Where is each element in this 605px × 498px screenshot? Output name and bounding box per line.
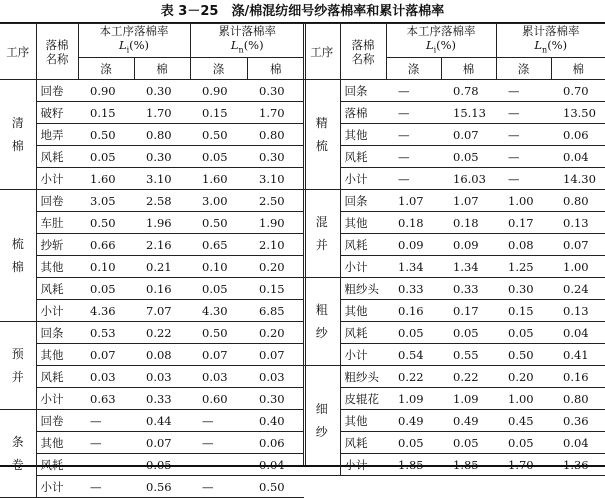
waste-name-cell: 回条 <box>340 190 386 212</box>
value-cell: 0.08 <box>134 344 190 366</box>
value-cell: 1.00 <box>496 388 551 410</box>
value-cell: — <box>78 432 134 454</box>
table-row <box>304 146 605 168</box>
waste-name-cell: 回条 <box>36 322 78 344</box>
waste-name-cell: 其他 <box>340 300 386 322</box>
table-row <box>0 212 304 234</box>
value-cell: 0.05 <box>134 454 190 476</box>
value-cell: 0.33 <box>441 278 496 300</box>
waste-name-cell: 风耗 <box>36 278 78 300</box>
table-row <box>0 432 304 454</box>
value-cell: 3.00 <box>190 190 247 212</box>
table-row <box>304 278 605 300</box>
table-row <box>304 168 605 190</box>
value-cell: 0.30 <box>247 146 304 168</box>
value-cell: — <box>386 146 441 168</box>
value-cell: 4.36 <box>78 300 134 322</box>
table-row <box>0 102 304 124</box>
value-cell: 0.20 <box>496 366 551 388</box>
waste-name-cell: 地弄 <box>36 124 78 146</box>
value-cell: 0.78 <box>441 80 496 102</box>
value-cell: 0.33 <box>386 278 441 300</box>
waste-name-cell: 风耗 <box>36 146 78 168</box>
table-row <box>0 146 304 168</box>
header-stage-rate: 本工序落棉率 $L_i(\%)$ <box>386 24 496 58</box>
waste-name-cell: 其他 <box>340 410 386 432</box>
value-cell: 0.05 <box>190 278 247 300</box>
waste-name-cell: 风耗 <box>340 234 386 256</box>
value-cell: 0.07 <box>551 234 605 256</box>
waste-name-cell: 小计 <box>340 256 386 278</box>
header-waste-name: 落棉 名称 <box>36 24 78 80</box>
value-cell: — <box>386 80 441 102</box>
value-cell: — <box>386 168 441 190</box>
value-cell: 0.49 <box>441 410 496 432</box>
waste-name-cell: 小计 <box>340 344 386 366</box>
waste-name-cell: 回卷 <box>36 80 78 102</box>
value-cell: 0.05 <box>496 432 551 454</box>
table-row <box>0 278 304 300</box>
header-process: 工序 <box>304 24 340 80</box>
value-cell: 0.07 <box>78 344 134 366</box>
header-cumulative-rate: 累计落棉率 $L_n(\%)$ <box>496 24 605 58</box>
section-label: 预 并 <box>0 322 36 410</box>
value-cell: 1.34 <box>441 256 496 278</box>
value-cell: 2.16 <box>134 234 190 256</box>
value-cell: 3.05 <box>78 190 134 212</box>
value-cell: 0.18 <box>441 212 496 234</box>
value-cell: 0.15 <box>247 278 304 300</box>
waste-name-cell: 抄斩 <box>36 234 78 256</box>
value-cell: — <box>78 476 134 498</box>
header-polyester: 涤 <box>496 58 551 80</box>
header-cotton: 棉 <box>551 58 605 80</box>
header-cotton: 棉 <box>247 58 304 80</box>
value-cell: 0.40 <box>247 410 304 432</box>
waste-name-cell: 皮辊花 <box>340 388 386 410</box>
left-table <box>0 23 304 498</box>
header-cotton: 棉 <box>441 58 496 80</box>
value-cell: 0.15 <box>190 102 247 124</box>
value-cell: 1.09 <box>441 388 496 410</box>
waste-name-cell: 其他 <box>340 212 386 234</box>
value-cell: 0.80 <box>134 124 190 146</box>
value-cell: 0.05 <box>496 322 551 344</box>
value-cell: 0.36 <box>551 410 605 432</box>
table-row <box>304 80 605 102</box>
value-cell: 0.03 <box>78 366 134 388</box>
header-polyester: 涤 <box>386 58 441 80</box>
section-label: 精 梳 <box>304 80 340 190</box>
value-cell: — <box>190 432 247 454</box>
table-row <box>304 102 605 124</box>
value-cell: — <box>78 454 134 476</box>
waste-name-cell: 落棉 <box>340 102 386 124</box>
value-cell: 0.03 <box>247 366 304 388</box>
value-cell: 0.45 <box>496 410 551 432</box>
table-row <box>0 322 304 344</box>
value-cell: 0.20 <box>247 256 304 278</box>
value-cell: 0.65 <box>190 234 247 256</box>
value-cell: 0.16 <box>134 278 190 300</box>
value-cell: — <box>386 124 441 146</box>
value-cell: 0.54 <box>386 344 441 366</box>
value-cell: 0.53 <box>78 322 134 344</box>
value-cell: — <box>496 102 551 124</box>
value-cell: 0.50 <box>190 322 247 344</box>
table-row <box>304 256 605 278</box>
value-cell: 1.90 <box>247 212 304 234</box>
value-cell: 1.00 <box>496 190 551 212</box>
table-row <box>304 190 605 212</box>
table-row <box>0 234 304 256</box>
value-cell: 0.50 <box>190 212 247 234</box>
value-cell: 0.03 <box>190 366 247 388</box>
value-cell: 2.50 <box>247 190 304 212</box>
waste-name-cell: 其他 <box>36 256 78 278</box>
value-cell: 3.10 <box>247 168 304 190</box>
value-cell: 0.56 <box>134 476 190 498</box>
value-cell: 0.63 <box>78 388 134 410</box>
table-row <box>304 410 605 432</box>
value-cell: 0.07 <box>190 344 247 366</box>
table-row <box>0 344 304 366</box>
value-cell: — <box>78 410 134 432</box>
value-cell: 0.05 <box>190 146 247 168</box>
value-cell: 0.22 <box>386 366 441 388</box>
value-cell: 0.30 <box>247 80 304 102</box>
table-row <box>304 388 605 410</box>
section-label: 细 纱 <box>304 366 340 476</box>
value-cell: 0.03 <box>134 366 190 388</box>
waste-name-cell: 其他 <box>36 344 78 366</box>
table-row <box>0 190 304 212</box>
value-cell: 0.05 <box>386 432 441 454</box>
table-row <box>304 234 605 256</box>
value-cell: 6.85 <box>247 300 304 322</box>
value-cell: — <box>190 410 247 432</box>
value-cell: 0.66 <box>78 234 134 256</box>
value-cell: 3.10 <box>134 168 190 190</box>
table-row <box>0 366 304 388</box>
value-cell: 0.44 <box>134 410 190 432</box>
value-cell: 0.50 <box>190 124 247 146</box>
value-cell: 0.33 <box>134 388 190 410</box>
value-cell: 16.03 <box>441 168 496 190</box>
value-cell: 0.05 <box>441 322 496 344</box>
header-waste-name: 落棉 名称 <box>340 24 386 80</box>
table-row <box>0 454 304 476</box>
value-cell: 0.07 <box>247 344 304 366</box>
value-cell: 0.80 <box>551 190 605 212</box>
value-cell: 0.50 <box>496 344 551 366</box>
value-cell: 0.30 <box>247 388 304 410</box>
waste-name-cell: 风耗 <box>340 146 386 168</box>
table-row <box>304 124 605 146</box>
value-cell: 0.13 <box>551 212 605 234</box>
value-cell: 2.10 <box>247 234 304 256</box>
value-cell: 1.25 <box>496 256 551 278</box>
value-cell: 0.10 <box>78 256 134 278</box>
value-cell: 0.49 <box>386 410 441 432</box>
value-cell: 1.70 <box>247 102 304 124</box>
value-cell: 4.30 <box>190 300 247 322</box>
value-cell: 0.30 <box>496 278 551 300</box>
value-cell: — <box>190 476 247 498</box>
header-stage-rate: 本工序落棉率 $L_i(\%)$ <box>78 24 190 58</box>
value-cell: 0.50 <box>78 212 134 234</box>
value-cell: 0.13 <box>551 300 605 322</box>
value-cell: — <box>386 102 441 124</box>
table-row <box>304 322 605 344</box>
section-label: 清 棉 <box>0 80 36 190</box>
value-cell: 0.22 <box>441 366 496 388</box>
table-row <box>304 300 605 322</box>
value-cell: 0.10 <box>190 256 247 278</box>
value-cell: 0.18 <box>386 212 441 234</box>
value-cell: 0.08 <box>496 234 551 256</box>
value-cell: 0.41 <box>551 344 605 366</box>
value-cell: 0.20 <box>247 322 304 344</box>
table-row <box>0 168 304 190</box>
value-cell: 1.70 <box>134 102 190 124</box>
value-cell: 0.55 <box>441 344 496 366</box>
waste-name-cell: 其他 <box>36 432 78 454</box>
value-cell: 1.00 <box>551 256 605 278</box>
value-cell: 0.80 <box>551 388 605 410</box>
waste-name-cell: 风耗 <box>36 454 78 476</box>
value-cell: 1.70 <box>496 454 551 476</box>
waste-name-cell: 小计 <box>36 388 78 410</box>
table-row <box>0 410 304 432</box>
value-cell: 1.07 <box>441 190 496 212</box>
waste-name-cell: 风耗 <box>340 432 386 454</box>
value-cell: — <box>496 80 551 102</box>
waste-name-cell: 车肚 <box>36 212 78 234</box>
value-cell: 0.06 <box>247 432 304 454</box>
value-cell: 0.04 <box>247 454 304 476</box>
section-label: 粗 纱 <box>304 278 340 366</box>
value-cell: 0.04 <box>551 322 605 344</box>
value-cell: 0.90 <box>78 80 134 102</box>
value-cell: 1.07 <box>386 190 441 212</box>
table-row <box>304 212 605 234</box>
table-row <box>0 476 304 498</box>
value-cell: 0.50 <box>78 124 134 146</box>
waste-name-cell: 其他 <box>340 124 386 146</box>
table-row <box>0 300 304 322</box>
value-cell: 0.70 <box>551 80 605 102</box>
value-cell: 0.24 <box>551 278 605 300</box>
value-cell: 0.07 <box>441 124 496 146</box>
value-cell: — <box>190 454 247 476</box>
value-cell: 0.21 <box>134 256 190 278</box>
value-cell: 7.07 <box>134 300 190 322</box>
section-label: 梳 棉 <box>0 190 36 322</box>
value-cell: 1.09 <box>386 388 441 410</box>
value-cell: 0.05 <box>386 322 441 344</box>
value-cell: 1.34 <box>386 256 441 278</box>
value-cell: 0.60 <box>190 388 247 410</box>
value-cell: 0.05 <box>441 432 496 454</box>
waste-name-cell: 小计 <box>36 168 78 190</box>
section-label: 混 并 <box>304 190 340 278</box>
value-cell: 0.15 <box>78 102 134 124</box>
table-row <box>304 432 605 454</box>
value-cell: 1.60 <box>78 168 134 190</box>
value-cell: — <box>496 146 551 168</box>
value-cell: 15.13 <box>441 102 496 124</box>
value-cell: 1.85 <box>386 454 441 476</box>
value-cell: 0.80 <box>247 124 304 146</box>
waste-name-cell: 回条 <box>340 80 386 102</box>
value-cell: 0.05 <box>78 146 134 168</box>
value-cell: 0.22 <box>134 322 190 344</box>
value-cell: 0.06 <box>551 124 605 146</box>
value-cell: 0.16 <box>551 366 605 388</box>
value-cell: 0.04 <box>551 146 605 168</box>
table-row <box>0 388 304 410</box>
waste-name-cell: 小计 <box>340 454 386 476</box>
table-row <box>0 80 304 102</box>
waste-name-cell: 风耗 <box>340 322 386 344</box>
waste-name-cell: 回卷 <box>36 190 78 212</box>
value-cell: 13.50 <box>551 102 605 124</box>
value-cell: 0.05 <box>78 278 134 300</box>
value-cell: 0.07 <box>134 432 190 454</box>
value-cell: 0.50 <box>247 476 304 498</box>
header-cotton: 棉 <box>134 58 190 80</box>
waste-name-cell: 小计 <box>340 168 386 190</box>
value-cell: 14.30 <box>551 168 605 190</box>
value-cell: 0.09 <box>386 234 441 256</box>
header-process: 工序 <box>0 24 36 80</box>
header-polyester: 涤 <box>78 58 134 80</box>
waste-name-cell: 小计 <box>36 300 78 322</box>
waste-name-cell: 粗纱头 <box>340 366 386 388</box>
value-cell: 0.30 <box>134 146 190 168</box>
value-cell: 1.85 <box>441 454 496 476</box>
value-cell: 0.17 <box>441 300 496 322</box>
waste-name-cell: 风耗 <box>36 366 78 388</box>
value-cell: — <box>496 168 551 190</box>
table-row <box>304 366 605 388</box>
header-polyester: 涤 <box>190 58 247 80</box>
section-label: 条 卷 <box>0 410 36 498</box>
value-cell: 1.96 <box>134 212 190 234</box>
table-row <box>304 344 605 366</box>
table-row <box>304 454 605 476</box>
waste-name-cell: 小计 <box>36 476 78 498</box>
table-row <box>0 256 304 278</box>
waste-name-cell: 粗纱头 <box>340 278 386 300</box>
value-cell: 0.05 <box>441 146 496 168</box>
value-cell: 0.09 <box>441 234 496 256</box>
value-cell: 0.90 <box>190 80 247 102</box>
table-row <box>0 124 304 146</box>
waste-name-cell: 破籽 <box>36 102 78 124</box>
header-cumulative-rate: 累计落棉率 $L_n(\%)$ <box>190 24 304 58</box>
value-cell: 1.36 <box>551 454 605 476</box>
value-cell: 0.16 <box>386 300 441 322</box>
value-cell: — <box>496 124 551 146</box>
value-cell: 2.58 <box>134 190 190 212</box>
value-cell: 0.15 <box>496 300 551 322</box>
waste-name-cell: 回卷 <box>36 410 78 432</box>
value-cell: 1.60 <box>190 168 247 190</box>
value-cell: 0.04 <box>551 432 605 454</box>
value-cell: 0.30 <box>134 80 190 102</box>
value-cell: 0.17 <box>496 212 551 234</box>
right-table <box>304 23 605 476</box>
table-title: 表 3－25 涤/棉混纺细号纱落棉率和累计落棉率 <box>160 4 445 19</box>
